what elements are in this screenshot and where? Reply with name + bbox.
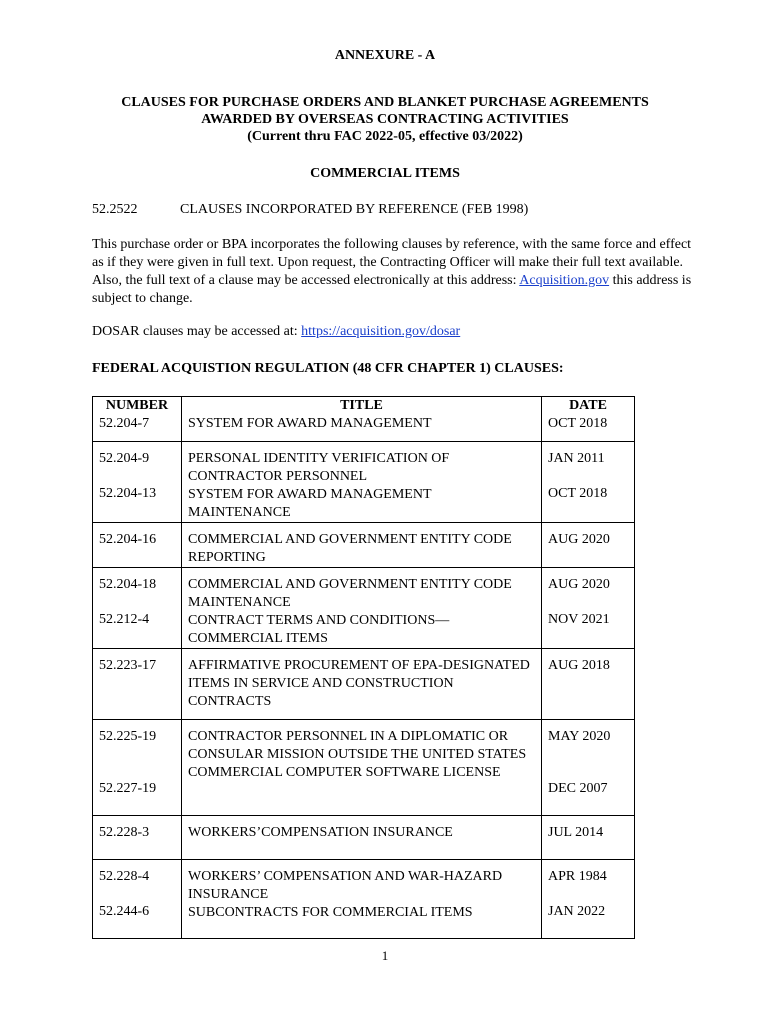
clause-date: NOV 2021 [548, 612, 610, 627]
title-cell [182, 397, 542, 442]
table-row [93, 397, 635, 442]
intro-paragraph [92, 236, 692, 308]
table-row [93, 720, 635, 816]
clause-title: CLAUSES INCORPORATED BY REFERENCE (FEB 1998) [180, 202, 529, 217]
clause-number: 52.228-3 [99, 825, 150, 840]
date-cell [542, 816, 635, 860]
far-heading: FEDERAL ACQUISTION REGULATION (48 CFR CHAPTER 1) CLAUSES: [92, 361, 564, 376]
table-row [93, 860, 635, 939]
clause-date: APR 1984 [548, 869, 607, 884]
annexure-heading: ANNEXURE - A [334, 48, 436, 63]
clause-date: OCT 2018 [548, 486, 608, 501]
table-row [93, 649, 635, 720]
clause-date: AUG 2020 [548, 532, 610, 547]
section-heading: COMMERCIAL ITEMS [310, 166, 460, 181]
clause-title: CONTRACTOR PERSONNEL IN A DIPLOMATIC OR CONSULAR MISSION OUTSIDE THE UNITED STATES [188, 729, 527, 762]
clause-number: 52.2522 [92, 202, 138, 217]
date-cell [542, 568, 635, 649]
clause-number: 52.212-4 [99, 612, 150, 627]
number-cell [93, 860, 182, 939]
title-line-2: AWARDED BY OVERSEAS CONTRACTING ACTIVITIES [201, 112, 569, 127]
clause-number: 52.244-6 [99, 904, 150, 919]
title-cell [182, 720, 542, 816]
clause-number: 52.204-13 [99, 486, 157, 501]
document-title [0, 94, 770, 145]
clause-reference-line [92, 202, 528, 218]
clause-title: WORKERS’COMPENSATION INSURANCE [188, 825, 453, 840]
number-cell [93, 649, 182, 720]
clause-date: JUL 2014 [548, 825, 604, 840]
title-line-3: (Current thru FAC 2022-05, effective 03/2022) [247, 129, 523, 144]
table-row [93, 568, 635, 649]
clause-number: 52.204-7 [99, 416, 150, 431]
clause-title: COMMERCIAL AND GOVERNMENT ENTITY CODE MAINTENANCE [188, 577, 512, 610]
intro-text-end: this address is subject to change. [92, 273, 692, 306]
clause-title: SYSTEM FOR AWARD MANAGEMENT [188, 416, 432, 431]
number-cell [93, 442, 182, 523]
clause-number: 52.204-16 [99, 532, 157, 547]
clause-number: 52.225-19 [99, 729, 157, 744]
table-row [93, 816, 635, 860]
clause-date: AUG 2020 [548, 577, 610, 592]
number-header: NUMBER [105, 398, 169, 413]
date-cell [542, 442, 635, 523]
dosar-text: DOSAR clauses may be accessed at: [92, 324, 302, 339]
clause-date: JAN 2011 [548, 451, 605, 466]
table-row [93, 523, 635, 568]
clause-title: CONTRACT TERMS AND CONDITIONS— COMMERCIAL ITEMS [188, 613, 450, 646]
date-cell [542, 720, 635, 816]
clause-title: PERSONAL IDENTITY VERIFICATION OF CONTRACTOR PERSONNEL [188, 451, 450, 484]
date-cell [542, 397, 635, 442]
number-cell [93, 397, 182, 442]
table-row [93, 442, 635, 523]
title-header: TITLE [340, 398, 383, 413]
clause-number: 52.223-17 [99, 658, 157, 673]
clause-title: SUBCONTRACTS FOR COMMERCIAL ITEMS [188, 905, 473, 920]
date-cell [542, 649, 635, 720]
clause-title: COMMERCIAL AND GOVERNMENT ENTITY CODE REPORTING [188, 532, 512, 565]
number-cell [93, 816, 182, 860]
dosar-line [92, 324, 460, 340]
clause-date: MAY 2020 [548, 729, 611, 744]
title-cell [182, 523, 542, 568]
clause-date: AUG 2018 [548, 658, 610, 673]
number-cell [93, 720, 182, 816]
clause-number: 52.228-4 [99, 869, 150, 884]
date-header: DATE [569, 398, 607, 413]
clause-title: AFFIRMATIVE PROCUREMENT OF EPA-DESIGNATED ITEMS IN SERVICE AND CONSTRUCTION CONTRACTS [188, 658, 530, 709]
clause-date: DEC 2007 [548, 781, 608, 796]
title-cell [182, 649, 542, 720]
page-number: 1 [381, 948, 389, 963]
clause-number: 52.204-18 [99, 577, 157, 592]
dosar-link[interactable]: https://acquisition.gov/dosar [301, 324, 461, 339]
title-cell [182, 816, 542, 860]
number-cell [93, 523, 182, 568]
date-cell [542, 860, 635, 939]
acquisition-gov-link[interactable]: Acquisition.gov [519, 273, 610, 288]
clauses-table [92, 396, 635, 939]
title-line-1: CLAUSES FOR PURCHASE ORDERS AND BLANKET PURCHASE AGREEMENTS [121, 95, 649, 110]
title-cell [182, 568, 542, 649]
intro-text: This purchase order or BPA incorporates the following clauses by reference, with the same force and effect as if they were given in full text. Upon request, the Contracting Officer will make their full text available. Also, the full text of a clause may be accessed electronically at this address: [92, 237, 692, 288]
clause-date: JAN 2022 [548, 904, 606, 919]
clause-title: WORKERS’ COMPENSATION AND WAR-HAZARD INSURANCE [188, 869, 503, 902]
clause-title: COMMERCIAL COMPUTER SOFTWARE LICENSE [188, 765, 501, 780]
number-cell [93, 568, 182, 649]
clause-number: 52.204-9 [99, 451, 150, 466]
date-cell [542, 523, 635, 568]
clause-title: SYSTEM FOR AWARD MANAGEMENT MAINTENANCE [188, 487, 432, 520]
title-cell [182, 442, 542, 523]
clause-date: OCT 2018 [548, 416, 608, 431]
title-cell [182, 860, 542, 939]
clause-number: 52.227-19 [99, 781, 157, 796]
